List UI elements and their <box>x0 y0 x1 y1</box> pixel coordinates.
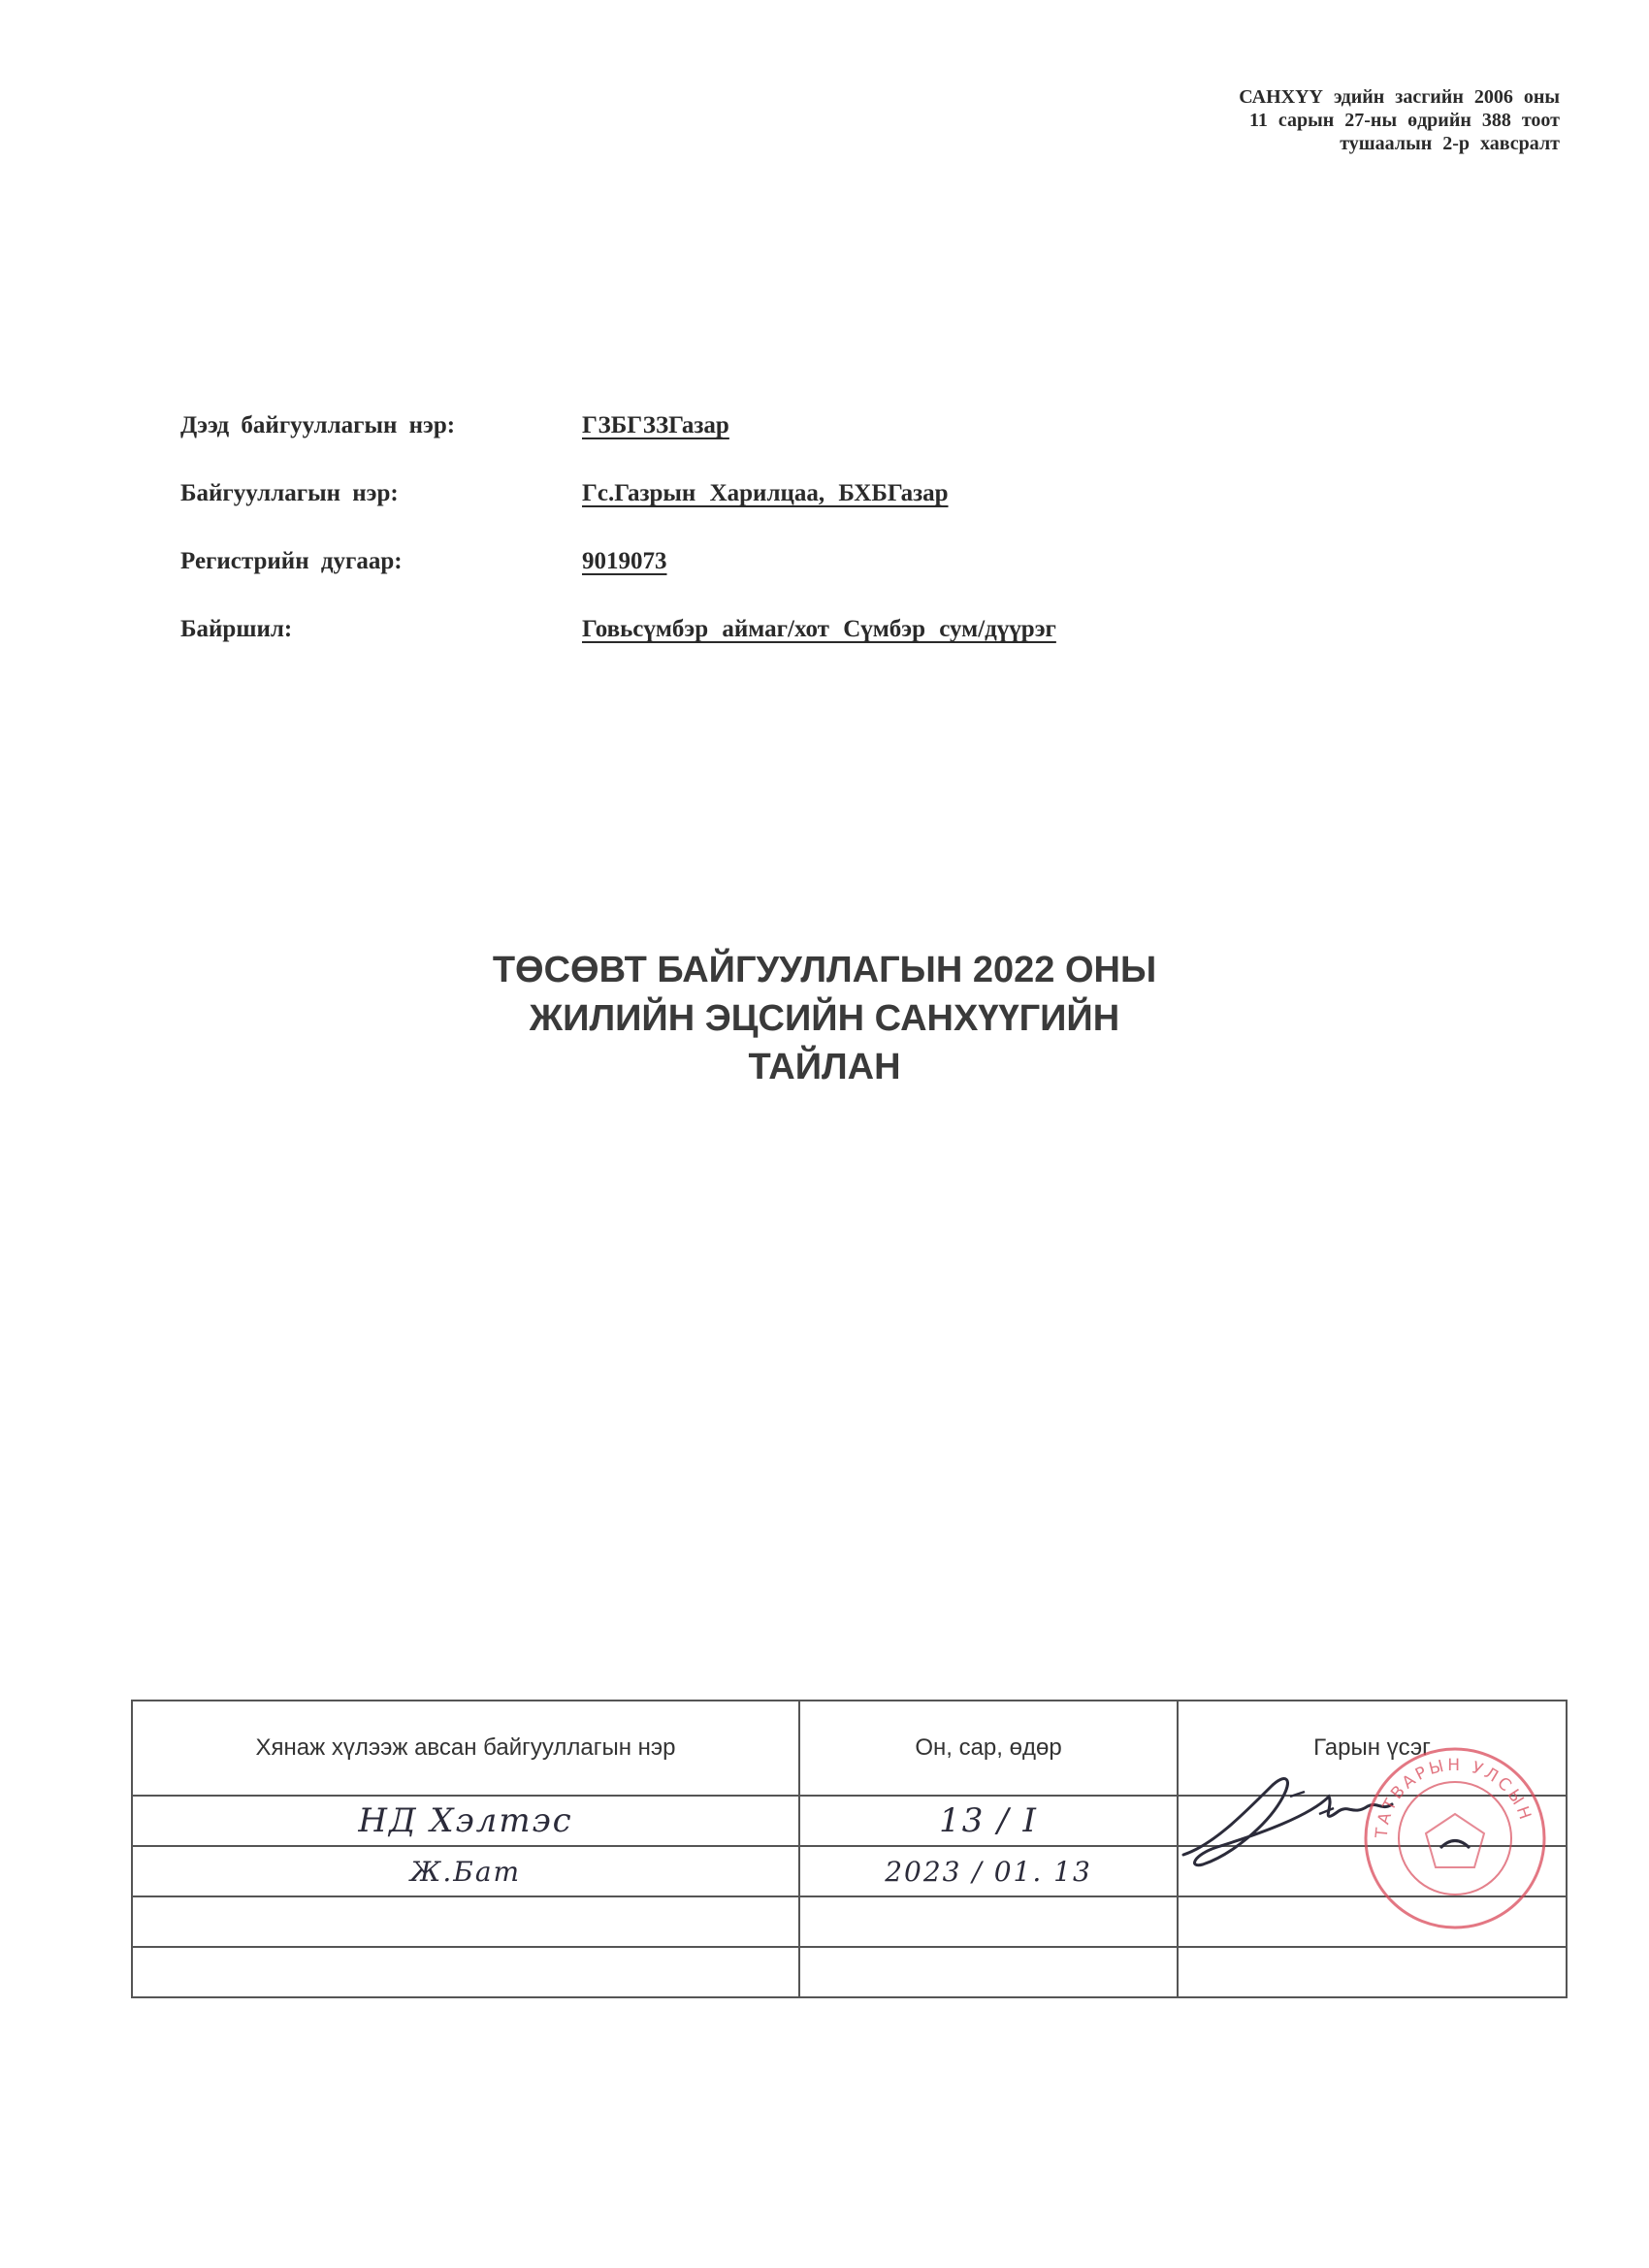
row-date <box>799 1947 1178 1997</box>
info-label: Дээд байгууллагын нэр: <box>180 412 456 438</box>
title-line-1: ТӨСӨВТ БАЙГУУЛЛАГЫН 2022 ОНЫ <box>492 950 1157 990</box>
row-date: 13 / I <box>799 1796 1178 1846</box>
header-signature: Гарын үсэг <box>1178 1701 1567 1796</box>
info-label: Регистрийн дугаар: <box>180 548 403 574</box>
row-org <box>132 1947 799 1997</box>
info-value: Гс.Газрын Харилцаа, БХБГазар <box>582 480 949 506</box>
appendix-line-2: 11 сарын 27-ны өдрийн 388 тоот <box>1248 110 1560 131</box>
appendix-note <box>1152 85 1560 155</box>
official-stamp <box>1358 1741 1552 1935</box>
row-signature <box>1178 1947 1567 1997</box>
report-title <box>340 946 1310 1091</box>
row-org <box>132 1896 799 1947</box>
title-line-2: ЖИЛИЙН ЭЦСИЙН САНХҮҮГИЙН <box>529 998 1120 1039</box>
row-date <box>799 1896 1178 1947</box>
header-date: Он, сар, өдөр <box>799 1701 1178 1796</box>
table-row <box>132 1947 1567 1997</box>
info-value: 9019073 <box>582 548 667 574</box>
info-value: Говьсүмбэр аймаг/хот Сүмбэр сум/дүүрэг <box>582 616 1056 642</box>
appendix-line-3: тушаалын 2-р хавсралт <box>1340 133 1560 154</box>
info-value: ГЗБГЗЗГазар <box>582 412 729 438</box>
row-org: НД Хэлтэс <box>132 1796 799 1846</box>
stamp-text: ТАТВАРЫН УЛСЫН <box>1372 1755 1536 1839</box>
row-org: Ж.Бат <box>132 1846 799 1896</box>
info-label: Байршил: <box>180 616 293 642</box>
header-org: Хянаж хүлээж авсан байгууллагын нэр <box>132 1701 799 1796</box>
appendix-line-1: САНХҮҮ эдийн засгийн 2006 оны <box>1239 86 1560 108</box>
table-row <box>132 1896 1567 1947</box>
info-label: Байгууллагын нэр: <box>180 480 399 506</box>
row-date: 2023 / 01. 13 <box>799 1846 1178 1896</box>
title-line-3: ТАЙЛАН <box>748 1047 901 1087</box>
